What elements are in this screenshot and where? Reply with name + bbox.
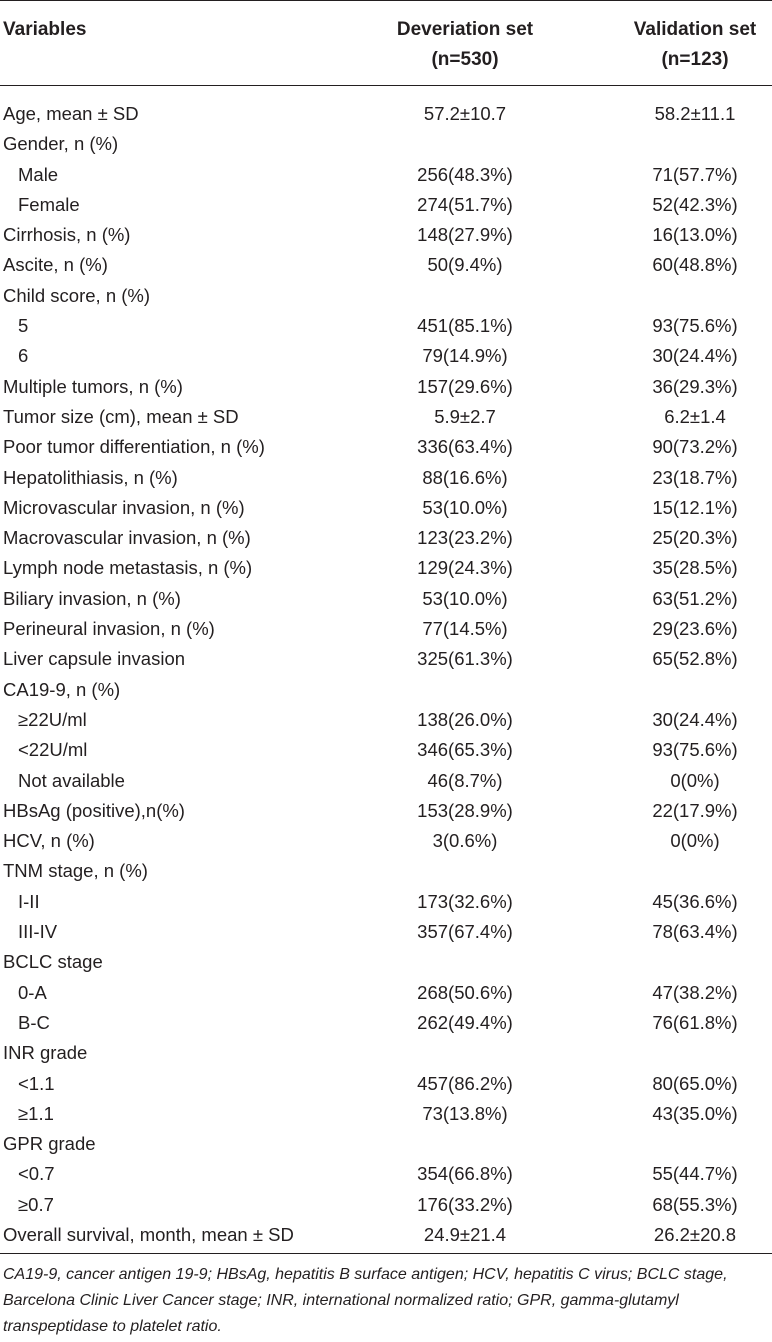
header-bottom-rule bbox=[0, 85, 772, 86]
row-validation-value: 93(75.6%) bbox=[652, 739, 738, 761]
row-validation-value: 55(44.7%) bbox=[652, 1163, 738, 1185]
table-row bbox=[0, 220, 772, 250]
row-validation-value: 68(55.3%) bbox=[652, 1193, 738, 1215]
table-row bbox=[0, 826, 772, 856]
row-label: Perineural invasion, n (%) bbox=[3, 618, 215, 640]
row-deveriation-value: 153(28.9%) bbox=[417, 799, 513, 821]
table-body bbox=[0, 99, 772, 1250]
table-row bbox=[0, 735, 772, 765]
row-validation-value: 58.2±11.1 bbox=[654, 103, 736, 124]
table-row bbox=[0, 311, 772, 341]
table-row bbox=[0, 644, 772, 674]
header-deveriation-set-title: Deveriation set bbox=[396, 19, 534, 40]
row-validation-value: 71(57.7%) bbox=[652, 163, 738, 185]
row-label: I-II bbox=[18, 890, 40, 912]
row-label: Macrovascular invasion, n (%) bbox=[3, 527, 251, 549]
row-validation-value: 47(38.2%) bbox=[652, 981, 738, 1003]
row-deveriation-value: 88(16.6%) bbox=[422, 466, 508, 488]
row-deveriation-value: 3(0.6%) bbox=[432, 830, 498, 852]
row-deveriation-value: 46(8.7%) bbox=[427, 769, 503, 791]
row-validation-value: 52(42.3%) bbox=[652, 193, 738, 215]
row-label: Overall survival, month, mean ± SD bbox=[3, 1223, 294, 1245]
row-validation-value: 22(17.9%) bbox=[652, 799, 738, 821]
row-deveriation-value: 346(65.3%) bbox=[417, 739, 513, 761]
table-row bbox=[0, 99, 772, 129]
row-label: Liver capsule invasion bbox=[3, 648, 186, 670]
row-validation-value: 90(73.2%) bbox=[652, 436, 738, 458]
row-validation-value: 35(28.5%) bbox=[652, 557, 738, 579]
table-row bbox=[0, 1129, 772, 1159]
row-validation-value: 78(63.4%) bbox=[652, 921, 738, 943]
table-row bbox=[0, 160, 772, 190]
table-row bbox=[0, 1190, 772, 1220]
row-label: Hepatolithiasis, n (%) bbox=[3, 466, 178, 488]
row-label: <22U/ml bbox=[18, 739, 88, 761]
row-deveriation-value: 457(86.2%) bbox=[417, 1072, 513, 1094]
row-label: 6 bbox=[18, 345, 29, 367]
row-validation-value: 80(65.0%) bbox=[652, 1072, 738, 1094]
row-validation-value: 43(35.0%) bbox=[652, 1102, 738, 1124]
table-row bbox=[0, 129, 772, 159]
table-row bbox=[0, 372, 772, 402]
table-row bbox=[0, 250, 772, 280]
row-deveriation-value: 354(66.8%) bbox=[417, 1163, 513, 1185]
table-row bbox=[0, 584, 772, 614]
table-row bbox=[0, 1099, 772, 1129]
row-deveriation-value: 129(24.3%) bbox=[417, 557, 513, 579]
row-validation-value: 6.2±1.4 bbox=[664, 405, 726, 427]
row-label: 0-A bbox=[18, 981, 47, 1003]
row-validation-value: 25(20.3%) bbox=[652, 527, 738, 549]
header-validation-set-n: (n=123) bbox=[661, 49, 729, 70]
table-row bbox=[0, 675, 772, 705]
row-deveriation-value: 148(27.9%) bbox=[417, 224, 513, 246]
row-label: CA19-9, n (%) bbox=[3, 678, 121, 700]
row-label: Ascite, n (%) bbox=[3, 254, 108, 276]
row-deveriation-value: 357(67.4%) bbox=[417, 921, 513, 943]
row-label: Female bbox=[18, 193, 80, 215]
row-deveriation-value: 256(48.3%) bbox=[417, 163, 513, 185]
row-deveriation-value: 123(23.2%) bbox=[417, 527, 513, 549]
table-row bbox=[0, 553, 772, 583]
row-validation-value: 15(12.1%) bbox=[652, 496, 738, 518]
row-validation-value: 0(0%) bbox=[670, 830, 720, 852]
table-row bbox=[0, 493, 772, 523]
table-row bbox=[0, 947, 772, 977]
row-validation-value: 63(51.2%) bbox=[652, 587, 738, 609]
table-row bbox=[0, 1159, 772, 1189]
row-label: TNM stage, n (%) bbox=[3, 860, 148, 882]
row-deveriation-value: 176(33.2%) bbox=[417, 1193, 513, 1215]
table-row bbox=[0, 614, 772, 644]
row-label: 5 bbox=[18, 315, 29, 337]
row-label: <0.7 bbox=[18, 1163, 55, 1185]
row-validation-value: 93(75.6%) bbox=[652, 315, 738, 337]
row-label: Multiple tumors, n (%) bbox=[3, 375, 183, 397]
row-label: Cirrhosis, n (%) bbox=[3, 224, 131, 246]
row-label: Microvascular invasion, n (%) bbox=[3, 496, 245, 518]
row-deveriation-value: 79(14.9%) bbox=[422, 345, 508, 367]
table-row bbox=[0, 190, 772, 220]
table-row bbox=[0, 705, 772, 735]
header-validation-set-title: Validation set bbox=[633, 19, 757, 40]
row-validation-value: 45(36.6%) bbox=[652, 890, 738, 912]
row-label: Child score, n (%) bbox=[3, 284, 151, 306]
row-deveriation-value: 50(9.4%) bbox=[427, 254, 503, 276]
row-label: Not available bbox=[18, 769, 125, 791]
header-variables: Variables bbox=[3, 19, 87, 40]
table-footnote: CA19-9, cancer antigen 19-9; HBsAg, hepatitis B surface antigen; HCV, hepatitis C virus; BCLC stage, Barcelona Clinic Liver Cancer stage; INR, international normalized ratio; GPR, gamma-glutamyl transpeptidase to platelet ratio. bbox=[3, 1266, 728, 1335]
row-deveriation-value: 262(49.4%) bbox=[417, 1011, 513, 1033]
table-row bbox=[0, 796, 772, 826]
row-deveriation-value: 53(10.0%) bbox=[422, 496, 508, 518]
row-deveriation-value: 24.9±21.4 bbox=[423, 1223, 507, 1245]
row-deveriation-value: 57.2±10.7 bbox=[423, 103, 507, 124]
table-row bbox=[0, 523, 772, 553]
row-label: Lymph node metastasis, n (%) bbox=[3, 557, 253, 579]
row-validation-value: 29(23.6%) bbox=[652, 618, 738, 640]
row-label: HCV, n (%) bbox=[3, 830, 95, 852]
row-validation-value: 16(13.0%) bbox=[652, 224, 738, 246]
row-label: Tumor size (cm), mean ± SD bbox=[3, 405, 239, 427]
row-label: Poor tumor differentiation, n (%) bbox=[3, 436, 265, 458]
row-deveriation-value: 268(50.6%) bbox=[417, 981, 513, 1003]
row-deveriation-value: 336(63.4%) bbox=[417, 436, 513, 458]
row-validation-value: 30(24.4%) bbox=[652, 708, 738, 730]
table-row bbox=[0, 1038, 772, 1068]
row-deveriation-value: 173(32.6%) bbox=[417, 890, 513, 912]
row-deveriation-value: 53(10.0%) bbox=[422, 587, 508, 609]
row-deveriation-value: 73(13.8%) bbox=[422, 1102, 508, 1124]
row-label: Age, mean ± SD bbox=[3, 103, 139, 124]
row-deveriation-value: 157(29.6%) bbox=[417, 375, 513, 397]
row-label: ≥1.1 bbox=[18, 1102, 54, 1124]
table-row bbox=[0, 432, 772, 462]
row-label: GPR grade bbox=[3, 1133, 96, 1155]
table-row bbox=[0, 463, 772, 493]
row-validation-value: 76(61.8%) bbox=[652, 1011, 738, 1033]
row-validation-value: 30(24.4%) bbox=[652, 345, 738, 367]
table-row bbox=[0, 766, 772, 796]
row-label: B-C bbox=[18, 1011, 50, 1033]
row-deveriation-value: 5.9±2.7 bbox=[434, 405, 496, 427]
table-header bbox=[0, 0, 772, 85]
table-row bbox=[0, 1220, 772, 1250]
row-label: INR grade bbox=[3, 1042, 88, 1064]
row-deveriation-value: 451(85.1%) bbox=[417, 315, 513, 337]
table-row bbox=[0, 402, 772, 432]
row-validation-value: 26.2±20.8 bbox=[653, 1223, 737, 1245]
row-deveriation-value: 274(51.7%) bbox=[417, 193, 513, 215]
table-row bbox=[0, 281, 772, 311]
header-deveriation-set-n: (n=530) bbox=[431, 49, 499, 70]
row-deveriation-value: 325(61.3%) bbox=[417, 648, 513, 670]
row-label: HBsAg (positive),n(%) bbox=[3, 799, 185, 821]
table-row bbox=[0, 1008, 772, 1038]
row-deveriation-value: 138(26.0%) bbox=[417, 708, 513, 730]
row-label: <1.1 bbox=[18, 1072, 55, 1094]
table-row bbox=[0, 1069, 772, 1099]
table-row bbox=[0, 856, 772, 886]
row-validation-value: 23(18.7%) bbox=[652, 466, 738, 488]
row-label: ≥0.7 bbox=[18, 1193, 54, 1215]
row-label: BCLC stage bbox=[3, 951, 103, 973]
row-label: Male bbox=[18, 163, 59, 185]
row-validation-value: 0(0%) bbox=[670, 769, 720, 791]
header-deveriation-set bbox=[375, 15, 555, 75]
table-bottom-rule bbox=[0, 1253, 772, 1254]
header-validation-set bbox=[615, 15, 772, 75]
table-row bbox=[0, 341, 772, 371]
table-row bbox=[0, 887, 772, 917]
row-label: Biliary invasion, n (%) bbox=[3, 587, 181, 609]
table-row bbox=[0, 978, 772, 1008]
table-row bbox=[0, 917, 772, 947]
row-validation-value: 36(29.3%) bbox=[652, 375, 738, 397]
row-label: Gender, n (%) bbox=[3, 133, 119, 155]
row-validation-value: 60(48.8%) bbox=[652, 254, 738, 276]
row-validation-value: 65(52.8%) bbox=[652, 648, 738, 670]
row-label: ≥22U/ml bbox=[18, 708, 87, 730]
row-deveriation-value: 77(14.5%) bbox=[422, 618, 508, 640]
row-label: III-IV bbox=[18, 921, 58, 943]
